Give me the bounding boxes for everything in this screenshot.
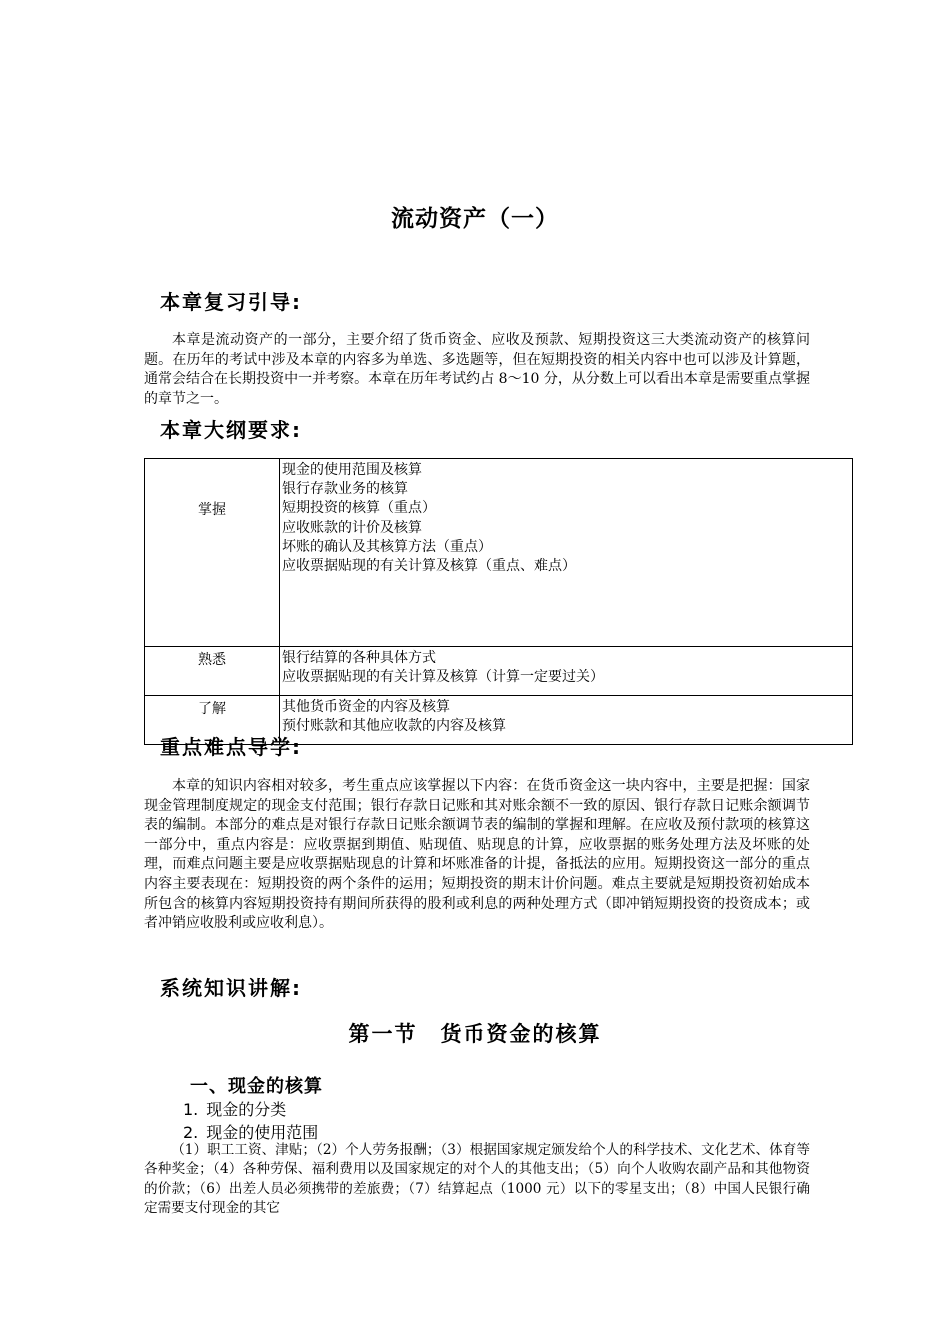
list-item-cash-scope [183,1120,318,1143]
system-knowledge-heading: 系统知识讲解: [160,976,302,1000]
list-number: 2. [183,1123,199,1142]
list-item: 短期投资的核算（重点） [282,500,436,517]
key-points-paragraph: 本章的知识内容相对较多，考生重点应该掌握以下内容：在货币资金这一块内容中，主要是把握：国家现金管理制度规定的现金支付范围；银行存款日记账和其对账余额不一致的原因、银行存款日记账余额调节表的编制。本部分的难点是对银行存款日记账余额调节表的编制的掌握和理解。在应收及预付款项的核算这一部分中，重点内容是：应收票据到期值、贴现值、贴现息的计算，应收票据的账务处理方法及坏账的处理，而难点问题主要是应收票据贴现息的计算和坏账准备的计提，备抵法的应用。短期投资这一部分的重点内容主要表现在：短期投资的两个条件的运用；短期投资的期末计价问题。难点主要就是短期投资初始成本所包含的核算内容短期投资持有期间所获得的股利或利息的两种处理方式（即冲销短期投资的投资成本；或者冲销应收股利或应收利息）。 [144,778,810,932]
syllabus-table [144,458,853,745]
review-guide-heading: 本章复习引导: [160,290,302,314]
review-guide-paragraph: 本章是流动资产的一部分，主要介绍了货币资金、应收及预款、短期投资这三大类流动资产的核算问题。在历年的考试中涉及本章的内容多为单选、多选题等，但在短期投资的相关内容中也可以涉及计算题，通常会结合在长期投资中一并考察。本章在历年考试约占 8～10 分，从分数上可以看出本章是需要重点掌握的章节之一。 [144,332,810,407]
list-item: 应收票据贴现的有关计算及核算（计算一定要过关） [282,669,604,686]
level-cell: 掌握 [145,459,280,647]
subsection-heading: 一、现金的核算 [190,1076,323,1097]
level-cell: 熟悉 [145,647,280,696]
list-item: 现金的使用范围及核算 [282,462,422,478]
cash-scope-paragraph: （1）职工工资、津贴；（2）个人劳务报酬；（3）根据国家规定颁发给个人的科学技术、文化艺术、体育等各种奖金；（4）各种劳保、福利费用以及国家规定的对个人的其他支出；（5）向个人收购农副产品和其他物资的价款；（6）出差人员必须携带的差旅费；（7）结算起点（1000 元）以下的零星支出；（8）中国人民银行确定需要支付现金的其它 [144,1142,810,1217]
list-item: 坏账的确认及其核算方法（重点） [282,538,492,555]
items-cell [280,459,853,647]
items-cell [280,647,853,696]
list-label: 现金的使用范围 [206,1123,319,1142]
syllabus-heading: 本章大纲要求: [160,418,302,442]
document-title: 流动资产（一） [391,206,559,232]
level-cell: 了解 [145,696,280,745]
list-item: 银行存款业务的核算 [282,481,408,498]
list-label: 现金的分类 [206,1100,287,1119]
table-row [145,647,853,696]
list-number: 1. [183,1100,199,1119]
list-item-cash-classification [183,1097,286,1120]
list-item: 其他货币资金的内容及核算 [282,699,450,715]
table-row [145,459,853,647]
key-points-heading: 重点难点导学: [160,735,302,759]
list-item: 应收账款的计价及核算 [282,519,422,536]
list-item: 预付账款和其他应收款的内容及核算 [282,718,506,735]
list-item: 应收票据贴现的有关计算及核算（重点、难点） [282,558,576,575]
items-cell [280,696,853,745]
section-title: 第一节 货币资金的核算 [348,1022,602,1046]
list-item: 银行结算的各种具体方式 [282,650,436,666]
